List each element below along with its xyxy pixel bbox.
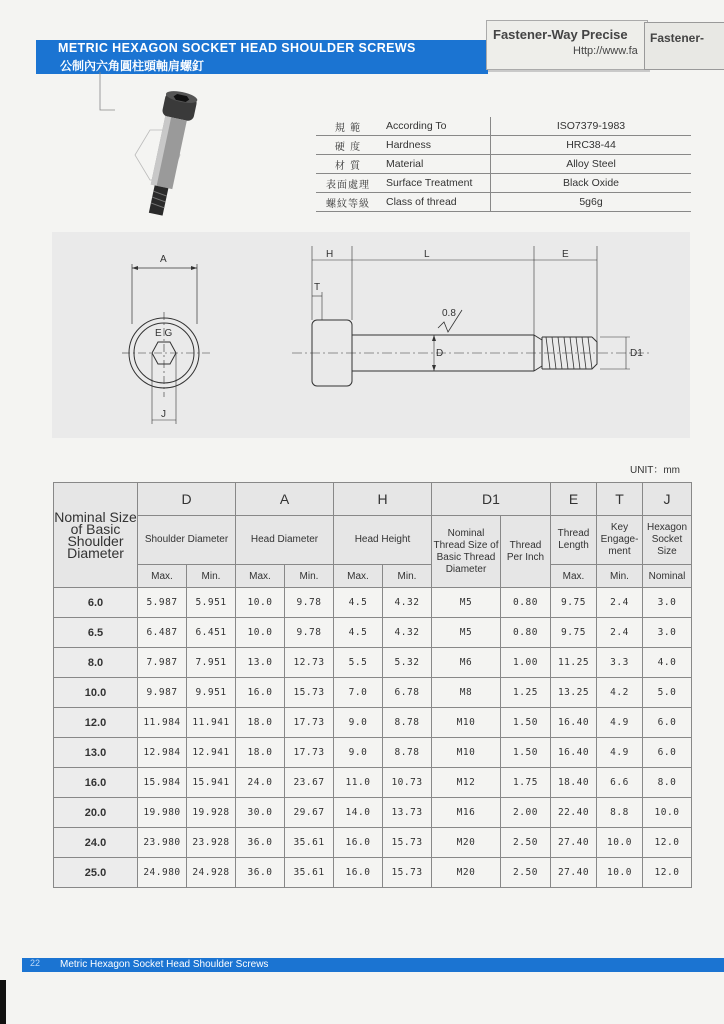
cell-t: 4.9: [597, 738, 643, 768]
cell-e: 18.40: [551, 768, 597, 798]
header-row-descriptions: [54, 516, 692, 565]
col-header-d1: D1: [432, 483, 551, 516]
col-header-j: J: [643, 483, 692, 516]
cell-d-max: 11.984: [138, 708, 187, 738]
cell-pitch: 0.80: [501, 618, 551, 648]
cell-j: 12.0: [643, 828, 692, 858]
cell-a-max: 18.0: [236, 708, 285, 738]
cell-a-min: 9.78: [285, 618, 334, 648]
cell-d-min: 19.928: [187, 798, 236, 828]
brand-tab-secondary: [644, 22, 724, 70]
cell-pitch: 1.75: [501, 768, 551, 798]
spec-row: [316, 136, 691, 155]
table-row: [54, 798, 692, 828]
header-row-limits: [54, 565, 692, 588]
desc-key-engagement: Key Engage- ment: [597, 516, 643, 565]
cell-d-max: 23.980: [138, 828, 187, 858]
spec-label-zh: 硬 度: [316, 136, 380, 155]
spec-value: HRC38-44: [491, 136, 692, 155]
cell-t: 6.6: [597, 768, 643, 798]
cell-d-min: 7.951: [187, 648, 236, 678]
sub-max: Max.: [334, 565, 383, 588]
desc-nominal-thread-size: Nominal Thread Size of Basic Thread Diameter: [432, 516, 501, 588]
table-row: [54, 828, 692, 858]
cell-h-max: 9.0: [334, 738, 383, 768]
cell-d-max: 6.487: [138, 618, 187, 648]
screw-body: [141, 89, 198, 218]
cell-j: 5.0: [643, 678, 692, 708]
cell-d-min: 11.941: [187, 708, 236, 738]
cell-h-min: 15.73: [383, 828, 432, 858]
cell-t: 10.0: [597, 858, 643, 888]
cell-thread: M6: [432, 648, 501, 678]
roughness-label: 0.8: [442, 308, 456, 319]
side-view: [292, 246, 652, 386]
cell-nom: 6.5: [54, 618, 138, 648]
cell-e: 22.40: [551, 798, 597, 828]
nominal-size-header: Nominal Size of Basic Shoulder Diameter: [54, 483, 138, 588]
cell-j: 6.0: [643, 708, 692, 738]
spec-row: [316, 174, 691, 193]
cell-pitch: 0.80: [501, 588, 551, 618]
col-header-e: E: [551, 483, 597, 516]
cell-t: 4.2: [597, 678, 643, 708]
table-row: [54, 738, 692, 768]
spec-table: [316, 117, 691, 212]
spec-value: Alloy Steel: [491, 155, 692, 174]
cell-e: 9.75: [551, 588, 597, 618]
cell-e: 27.40: [551, 858, 597, 888]
cell-h-max: 9.0: [334, 708, 383, 738]
cell-h-min: 6.78: [383, 678, 432, 708]
desc-head-diameter: Head Diameter: [236, 516, 334, 565]
cell-a-min: 29.67: [285, 798, 334, 828]
cell-e: 11.25: [551, 648, 597, 678]
footer-title: Metric Hexagon Socket Head Shoulder Screws: [60, 959, 269, 970]
cell-d-max: 9.987: [138, 678, 187, 708]
cell-t: 8.8: [597, 798, 643, 828]
cell-pitch: 1.00: [501, 648, 551, 678]
cell-pitch: 1.25: [501, 678, 551, 708]
cell-nom: 25.0: [54, 858, 138, 888]
cell-a-max: 18.0: [236, 738, 285, 768]
desc-shoulder-diameter: Shoulder Diameter: [138, 516, 236, 565]
table-row: [54, 708, 692, 738]
cell-h-min: 4.32: [383, 618, 432, 648]
cell-a-min: 9.78: [285, 588, 334, 618]
cell-h-max: 4.5: [334, 588, 383, 618]
title-english: METRIC HEXAGON SOCKET HEAD SHOULDER SCREWS: [58, 41, 416, 55]
dim-label-j: J: [161, 409, 166, 420]
cell-a-min: 35.61: [285, 828, 334, 858]
header-row-symbols: [54, 483, 692, 516]
sub-max: Max.: [551, 565, 597, 588]
screw-illustration: [95, 70, 215, 230]
cell-d-min: 15.941: [187, 768, 236, 798]
cell-pitch: 1.50: [501, 738, 551, 768]
cell-a-max: 10.0: [236, 588, 285, 618]
brand-name: Fastener-Way Precise: [493, 27, 628, 42]
dim-label-eg: E G: [155, 328, 173, 339]
cell-j: 6.0: [643, 738, 692, 768]
cell-h-max: 5.5: [334, 648, 383, 678]
cell-thread: M5: [432, 588, 501, 618]
cell-t: 10.0: [597, 828, 643, 858]
sub-nominal: Nominal: [643, 565, 692, 588]
cell-thread: M16: [432, 798, 501, 828]
cell-d-min: 5.951: [187, 588, 236, 618]
dim-label-d1: D1: [630, 348, 643, 359]
cell-thread: M10: [432, 738, 501, 768]
cell-a-max: 30.0: [236, 798, 285, 828]
cell-a-min: 17.73: [285, 708, 334, 738]
sub-min: Min.: [383, 565, 432, 588]
title-banner: [36, 40, 488, 74]
cell-h-min: 8.78: [383, 708, 432, 738]
cell-thread: M20: [432, 828, 501, 858]
spec-label-en: Class of thread: [380, 193, 491, 212]
cell-d-max: 24.980: [138, 858, 187, 888]
cell-pitch: 2.00: [501, 798, 551, 828]
cell-nom: 12.0: [54, 708, 138, 738]
sub-max: Max.: [138, 565, 187, 588]
spec-label-en: Material: [380, 155, 491, 174]
cell-a-max: 36.0: [236, 858, 285, 888]
cell-d-max: 12.984: [138, 738, 187, 768]
technical-drawing: [52, 232, 690, 438]
page-number: 22: [30, 958, 41, 968]
cell-d-min: 6.451: [187, 618, 236, 648]
cell-h-min: 4.32: [383, 588, 432, 618]
cell-nom: 8.0: [54, 648, 138, 678]
cell-h-min: 8.78: [383, 738, 432, 768]
cell-t: 3.3: [597, 648, 643, 678]
sub-max: Max.: [236, 565, 285, 588]
dim-label-a: A: [160, 254, 167, 265]
sub-min: Min.: [187, 565, 236, 588]
cell-a-min: 35.61: [285, 858, 334, 888]
spec-row: [316, 117, 691, 136]
cell-j: 12.0: [643, 858, 692, 888]
cell-h-min: 13.73: [383, 798, 432, 828]
table-row: [54, 678, 692, 708]
cell-nom: 6.0: [54, 588, 138, 618]
spec-value: ISO7379-1983: [491, 117, 692, 136]
dimensions-table-body: [54, 588, 692, 888]
sub-min: Min.: [597, 565, 643, 588]
desc-thread-per-inch: Thread Per Inch: [501, 516, 551, 588]
cell-a-min: 12.73: [285, 648, 334, 678]
cell-d-min: 12.941: [187, 738, 236, 768]
spec-value: Black Oxide: [491, 174, 692, 193]
cell-nom: 10.0: [54, 678, 138, 708]
cell-e: 13.25: [551, 678, 597, 708]
cell-t: 2.4: [597, 618, 643, 648]
cell-a-max: 16.0: [236, 678, 285, 708]
cell-h-max: 14.0: [334, 798, 383, 828]
cell-nom: 13.0: [54, 738, 138, 768]
col-header-d: D: [138, 483, 236, 516]
spec-label-zh: 材 質: [316, 155, 380, 174]
cell-h-max: 7.0: [334, 678, 383, 708]
col-header-t: T: [597, 483, 643, 516]
cell-a-max: 24.0: [236, 768, 285, 798]
cell-e: 9.75: [551, 618, 597, 648]
spec-label-zh: 規 範: [316, 117, 380, 136]
cell-d-max: 7.987: [138, 648, 187, 678]
cell-d-min: 23.928: [187, 828, 236, 858]
spec-value: 5g6g: [491, 193, 692, 212]
cell-a-min: 15.73: [285, 678, 334, 708]
desc-thread-length: Thread Length: [551, 516, 597, 565]
cell-a-min: 23.67: [285, 768, 334, 798]
cell-nom: 16.0: [54, 768, 138, 798]
cell-d-max: 5.987: [138, 588, 187, 618]
cell-e: 16.40: [551, 708, 597, 738]
callout-line: [100, 72, 115, 110]
cell-thread: M8: [432, 678, 501, 708]
dim-label-e: E: [562, 249, 569, 260]
cell-thread: M12: [432, 768, 501, 798]
dim-label-d: D: [436, 348, 444, 359]
cell-d-max: 15.984: [138, 768, 187, 798]
cell-nom: 24.0: [54, 828, 138, 858]
cell-thread: M5: [432, 618, 501, 648]
desc-hexagon-socket-size: Hexagon Socket Size: [643, 516, 692, 565]
table-row: [54, 768, 692, 798]
spec-label-en: According To: [380, 117, 491, 136]
table-row: [54, 588, 692, 618]
spec-label-en: Hardness: [380, 136, 491, 155]
cell-j: 8.0: [643, 768, 692, 798]
brand-url: Http://www.fa: [573, 45, 638, 57]
spec-label-zh: 表面處理: [316, 174, 380, 193]
cell-j: 3.0: [643, 588, 692, 618]
cell-t: 4.9: [597, 708, 643, 738]
unit-label: UNIT：mm: [630, 465, 680, 476]
dim-label-t: T: [314, 282, 321, 293]
cell-thread: M20: [432, 858, 501, 888]
cell-h-max: 4.5: [334, 618, 383, 648]
dim-label-h: H: [326, 249, 334, 260]
spec-row: [316, 193, 691, 212]
cell-d-min: 9.951: [187, 678, 236, 708]
dimensions-table: [53, 482, 692, 888]
cell-h-max: 16.0: [334, 858, 383, 888]
col-header-a: A: [236, 483, 334, 516]
cell-a-max: 10.0: [236, 618, 285, 648]
cell-j: 10.0: [643, 798, 692, 828]
col-header-h: H: [334, 483, 432, 516]
cell-h-max: 11.0: [334, 768, 383, 798]
footer-banner: [22, 958, 724, 972]
cell-nom: 20.0: [54, 798, 138, 828]
title-chinese: 公制內六角圓柱頭軸肩螺釘: [60, 59, 205, 73]
scan-edge: [0, 980, 6, 1024]
cell-e: 27.40: [551, 828, 597, 858]
sub-min: Min.: [285, 565, 334, 588]
cell-a-max: 13.0: [236, 648, 285, 678]
technical-drawing-panel: [52, 232, 690, 438]
cell-e: 16.40: [551, 738, 597, 768]
desc-head-height: Head Height: [334, 516, 432, 565]
cell-h-min: 10.73: [383, 768, 432, 798]
front-view: [122, 264, 212, 424]
cell-j: 4.0: [643, 648, 692, 678]
table-row: [54, 858, 692, 888]
cell-pitch: 2.50: [501, 828, 551, 858]
cell-d-max: 19.980: [138, 798, 187, 828]
table-row: [54, 648, 692, 678]
cell-a-min: 17.73: [285, 738, 334, 768]
cell-pitch: 1.50: [501, 708, 551, 738]
cell-h-max: 16.0: [334, 828, 383, 858]
spec-row: [316, 155, 691, 174]
spec-label-en: Surface Treatment: [380, 174, 491, 193]
table-row: [54, 618, 692, 648]
cell-thread: M10: [432, 708, 501, 738]
cell-pitch: 2.50: [501, 858, 551, 888]
cell-h-min: 15.73: [383, 858, 432, 888]
cell-a-max: 36.0: [236, 828, 285, 858]
spec-label-zh: 螺紋等級: [316, 193, 380, 212]
brand-tab-primary: [486, 20, 648, 70]
cell-d-min: 24.928: [187, 858, 236, 888]
dim-label-l: L: [424, 249, 430, 260]
cell-j: 3.0: [643, 618, 692, 648]
brand-name-secondary: Fastener-: [650, 31, 705, 45]
cell-h-min: 5.32: [383, 648, 432, 678]
cell-t: 2.4: [597, 588, 643, 618]
